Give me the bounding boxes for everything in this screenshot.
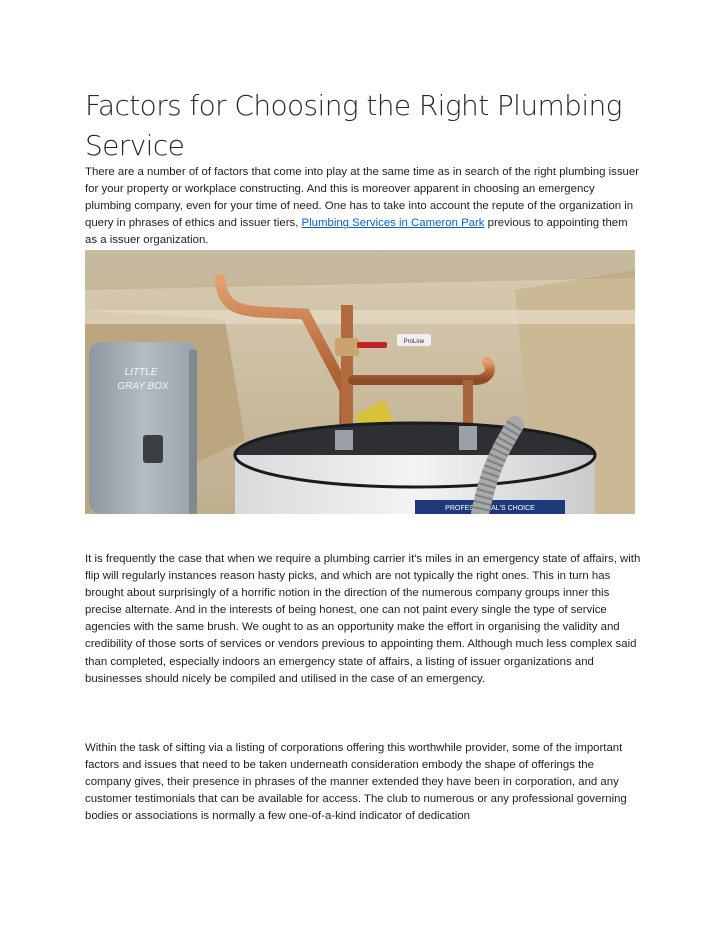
- ceiling-joist: [85, 310, 635, 324]
- plumbing-services-link[interactable]: Plumbing Services in Cameron Park: [301, 217, 485, 230]
- ball-valve-body: [335, 338, 359, 356]
- right-tank-fitting: [459, 426, 477, 450]
- gray-box-brand-1: LITTLE: [124, 367, 158, 378]
- intro-paragraph: [85, 164, 641, 249]
- gray-box-switch: [143, 435, 163, 463]
- gray-box-edge-shadow: [189, 350, 197, 514]
- main-vertical-pipe: [341, 305, 353, 440]
- water-heater-photo: [85, 250, 635, 514]
- valve-tag-text: ProLine: [403, 339, 425, 345]
- intro-text-start: There are a number of of factors that come into play at the same time as in search of the right plumbing issuer for your property or workplace constructing. And this is moreover apparent in choosing an emergency plumbing company, even for your time of need. One has to take into account the repute of the organization in query in phrases of ethics and issuer tiers,: [85, 166, 639, 230]
- valve-handle: [357, 342, 387, 348]
- paragraph-2: It is frequently the case that when we require a plumbing carrier it's miles in an emergency state of affairs, with flip will regularly instances reason hasty picks, and which are not typically the right ones. This in turn has brought about surprisingly of a horrific notion in the direction of the numerous company groups inner this precise alternate. And in the interests of being honest, one can not paint every single the type of service agencies with the same brush. We ought to as an opportunity make the effort in organising the validity and credibility of those sorts of services or vendors previous to appointing them. Although much less complex said than completed, especially indoors an emergency state of affairs, a listing of issuer organizations and businesses should nicely be compiled and utilised in the case of an emergency.: [85, 553, 641, 685]
- gray-box-brand-2: GRAY BOX: [117, 381, 169, 392]
- paragraph-3: Within the task of sifting via a listing of corporations offering this worthwhile provider, some of the important factors and issues that need to be taken underneath consideration embody the shape of offerings the company gives, their presence in phrases of the manner extended they have been in corporation, and any customer testimonials that can be available for access. The club to numerous or any professional governing bodies or associations is normally a few one-of-a-kind indicator of dedication: [85, 742, 627, 823]
- right-riser-pipe: [463, 380, 473, 430]
- heater-label-text: PROFESSIONAL'S CHOICE: [445, 505, 535, 512]
- intro-text-end: previous to appointing them as a issuer organization.: [85, 217, 628, 247]
- article-title: Factors for Choosing the Right Plumbing Service: [85, 89, 622, 162]
- left-tank-fitting: [335, 430, 353, 450]
